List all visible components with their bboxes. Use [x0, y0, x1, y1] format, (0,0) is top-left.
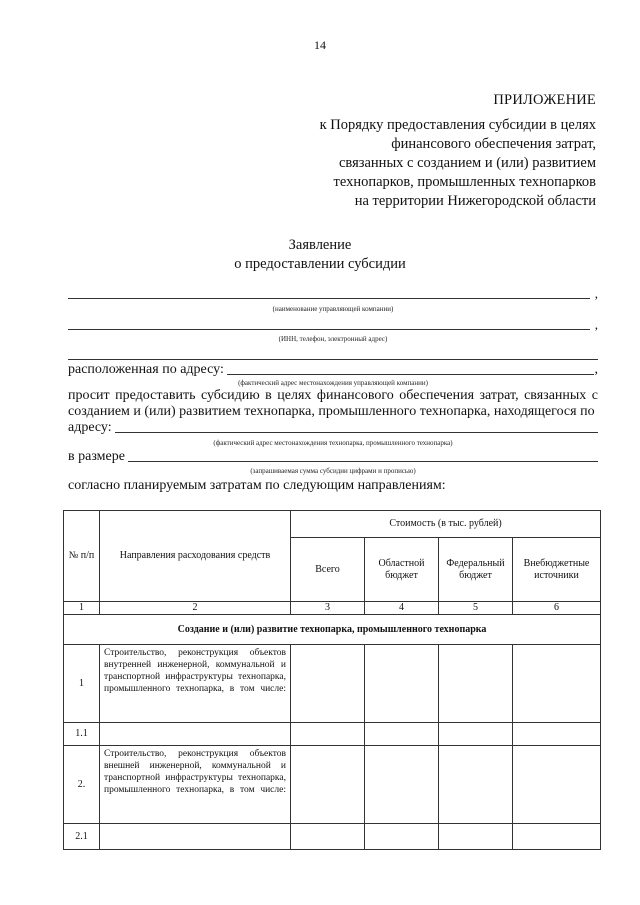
header-regional: Областной бюджет — [365, 538, 439, 602]
cell-federal[interactable] — [439, 645, 513, 723]
address-field[interactable] — [227, 374, 594, 375]
row-num: 1 — [64, 645, 100, 723]
header-total: Всего — [291, 538, 365, 602]
table-row — [64, 824, 601, 850]
cell-regional[interactable] — [365, 645, 439, 723]
table-row — [64, 723, 601, 746]
row-direction[interactable] — [100, 723, 291, 746]
appendix-line: на территории Нижегородской области — [354, 193, 596, 209]
col-number: 2 — [100, 602, 291, 615]
comma: , — [594, 286, 598, 301]
cell-total[interactable] — [291, 746, 365, 824]
appendix-block — [276, 91, 596, 211]
appendix-line: финансового обеспечения затрат, — [391, 136, 596, 152]
park-address-row — [68, 420, 598, 436]
cell-extra[interactable] — [513, 746, 601, 824]
section-title: Создание и (или) развитие технопарка, промышленного технопарка — [64, 615, 601, 645]
cell-total[interactable] — [291, 723, 365, 746]
title-line-1: Заявление — [288, 237, 352, 253]
park-address-field[interactable] — [115, 432, 598, 433]
directions-text: согласно планируемым затратам по следующим направлениям: — [68, 478, 446, 493]
appendix-line: связанных с созданием и (или) развитием — [339, 155, 596, 171]
amount-label: в размере — [68, 449, 125, 464]
cell-extra[interactable] — [513, 824, 601, 850]
amount-row — [68, 449, 598, 465]
comma: , — [594, 317, 598, 332]
cell-federal[interactable] — [439, 746, 513, 824]
cell-extra[interactable] — [513, 723, 601, 746]
cell-federal[interactable] — [439, 824, 513, 850]
amount-caption: (запрашиваемая сумма субсидии цифрами и прописью) — [250, 467, 416, 475]
header-extra: Внебюджетные источники — [513, 538, 601, 602]
costs-table — [63, 510, 601, 850]
row-direction: Строительство, реконструкция объектов внутренней инженерной, коммунальной и транспортной инфраструктуры технопарка, промышленного технопарка, в том числе: — [100, 645, 291, 723]
company-caption: (наименование управляющей компании) — [272, 305, 394, 313]
table-row — [64, 746, 601, 824]
col-number: 5 — [439, 602, 513, 615]
address-row — [68, 362, 598, 378]
header-cost: Стоимость (в тыс. рублей) — [291, 511, 601, 538]
row-direction: Строительство, реконструкция объектов внешней инженерной, коммунальной и транспортной инфраструктуры технопарка, промышленного технопарка, в том числе: — [100, 746, 291, 824]
row-num: 2.1 — [64, 824, 100, 850]
request-paragraph: просит предоставить субсидию в целях финансового обеспечения затрат, связанных с созданием и (или) развитием технопарка, промышленного технопарка, находящегося по — [68, 388, 598, 419]
cell-total[interactable] — [291, 824, 365, 850]
park-address-caption: (фактический адрес местонахождения технопарка, промышленного технопарка) — [213, 439, 453, 447]
cell-regional[interactable] — [365, 824, 439, 850]
title-line-2: о предоставлении субсидии — [234, 256, 406, 272]
row-num: 1.1 — [64, 723, 100, 746]
appendix-line: к Порядку предоставления субсидии в целях — [319, 117, 596, 133]
col-number: 4 — [365, 602, 439, 615]
col-number: 6 — [513, 602, 601, 615]
cell-total[interactable] — [291, 645, 365, 723]
comma: , — [594, 362, 598, 377]
cell-regional[interactable] — [365, 746, 439, 824]
cell-extra[interactable] — [513, 645, 601, 723]
document-title — [0, 236, 640, 274]
row-num: 2. — [64, 746, 100, 824]
header-direction: Направления расходования средств — [100, 511, 291, 602]
appendix-line: технопарков, промышленных технопарков — [333, 174, 596, 190]
col-number: 3 — [291, 602, 365, 615]
address-caption: (фактический адрес местонахождения управляющей компании) — [238, 379, 428, 387]
cell-federal[interactable] — [439, 723, 513, 746]
inn-caption: (ИНН, телефон, электронный адрес) — [278, 335, 388, 343]
blank-line-field[interactable] — [68, 347, 598, 361]
appendix-heading: ПРИЛОЖЕНИЕ — [493, 92, 596, 108]
inn-contacts-field[interactable] — [68, 317, 598, 331]
amount-field[interactable] — [128, 461, 598, 462]
cell-regional[interactable] — [365, 723, 439, 746]
company-name-field[interactable] — [68, 286, 598, 300]
park-address-label: адресу: — [68, 420, 112, 435]
header-num: № п/п — [64, 511, 100, 602]
address-label: расположенная по адресу: — [68, 362, 224, 377]
header-federal: Федеральный бюджет — [439, 538, 513, 602]
page-number: 14 — [314, 38, 326, 52]
col-number: 1 — [64, 602, 100, 615]
row-direction[interactable] — [100, 824, 291, 850]
table-row — [64, 645, 601, 723]
